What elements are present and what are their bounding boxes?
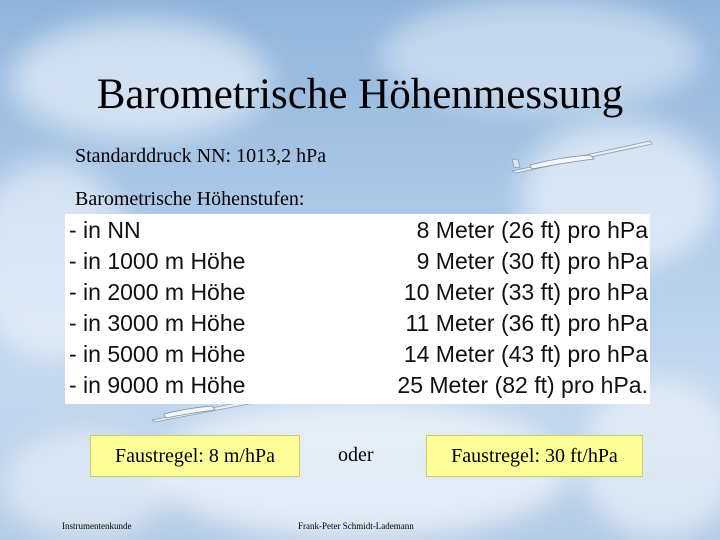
altitude-label: - in 9000 m Höhe — [69, 372, 246, 398]
connector-text: oder — [338, 444, 374, 466]
step-value: 25 Meter (82 ft) pro hPa. — [397, 372, 648, 398]
glider-icon — [510, 135, 660, 180]
steps-heading: Barometrische Höhenstufen: — [75, 188, 305, 210]
table-row — [65, 248, 650, 279]
step-value: 14 Meter (43 ft) pro hPa — [403, 341, 648, 367]
altitude-label: - in NN — [69, 217, 141, 243]
step-value: 8 Meter (26 ft) pro hPa — [416, 217, 648, 243]
footer-author: Frank-Peter Schmidt-Lademann — [298, 521, 414, 531]
altitude-label: - in 5000 m Höhe — [69, 341, 246, 367]
table-row — [65, 217, 650, 248]
rule-of-thumb-metric: Faustregel: 8 m/hPa — [90, 435, 300, 477]
altitude-label: - in 3000 m Höhe — [69, 310, 246, 336]
standard-pressure-text: Standarddruck NN: 1013,2 hPa — [75, 145, 327, 167]
altitude-label: - in 1000 m Höhe — [69, 248, 246, 274]
slide-title: Barometrische Höhenmessung — [96, 71, 624, 118]
step-value: 10 Meter (33 ft) pro hPa — [403, 279, 648, 305]
table-row — [65, 310, 650, 341]
step-value: 11 Meter (36 ft) pro hPa — [405, 310, 648, 336]
step-value: 9 Meter (30 ft) pro hPa — [416, 248, 648, 274]
altitude-steps-table — [65, 214, 650, 404]
table-row — [65, 341, 650, 372]
table-row — [65, 372, 650, 403]
altitude-label: - in 2000 m Höhe — [69, 279, 246, 305]
rule-of-thumb-imperial: Faustregel: 30 ft/hPa — [426, 435, 643, 477]
footer-course: Instrumentenkunde — [62, 521, 132, 531]
table-row — [65, 279, 650, 310]
